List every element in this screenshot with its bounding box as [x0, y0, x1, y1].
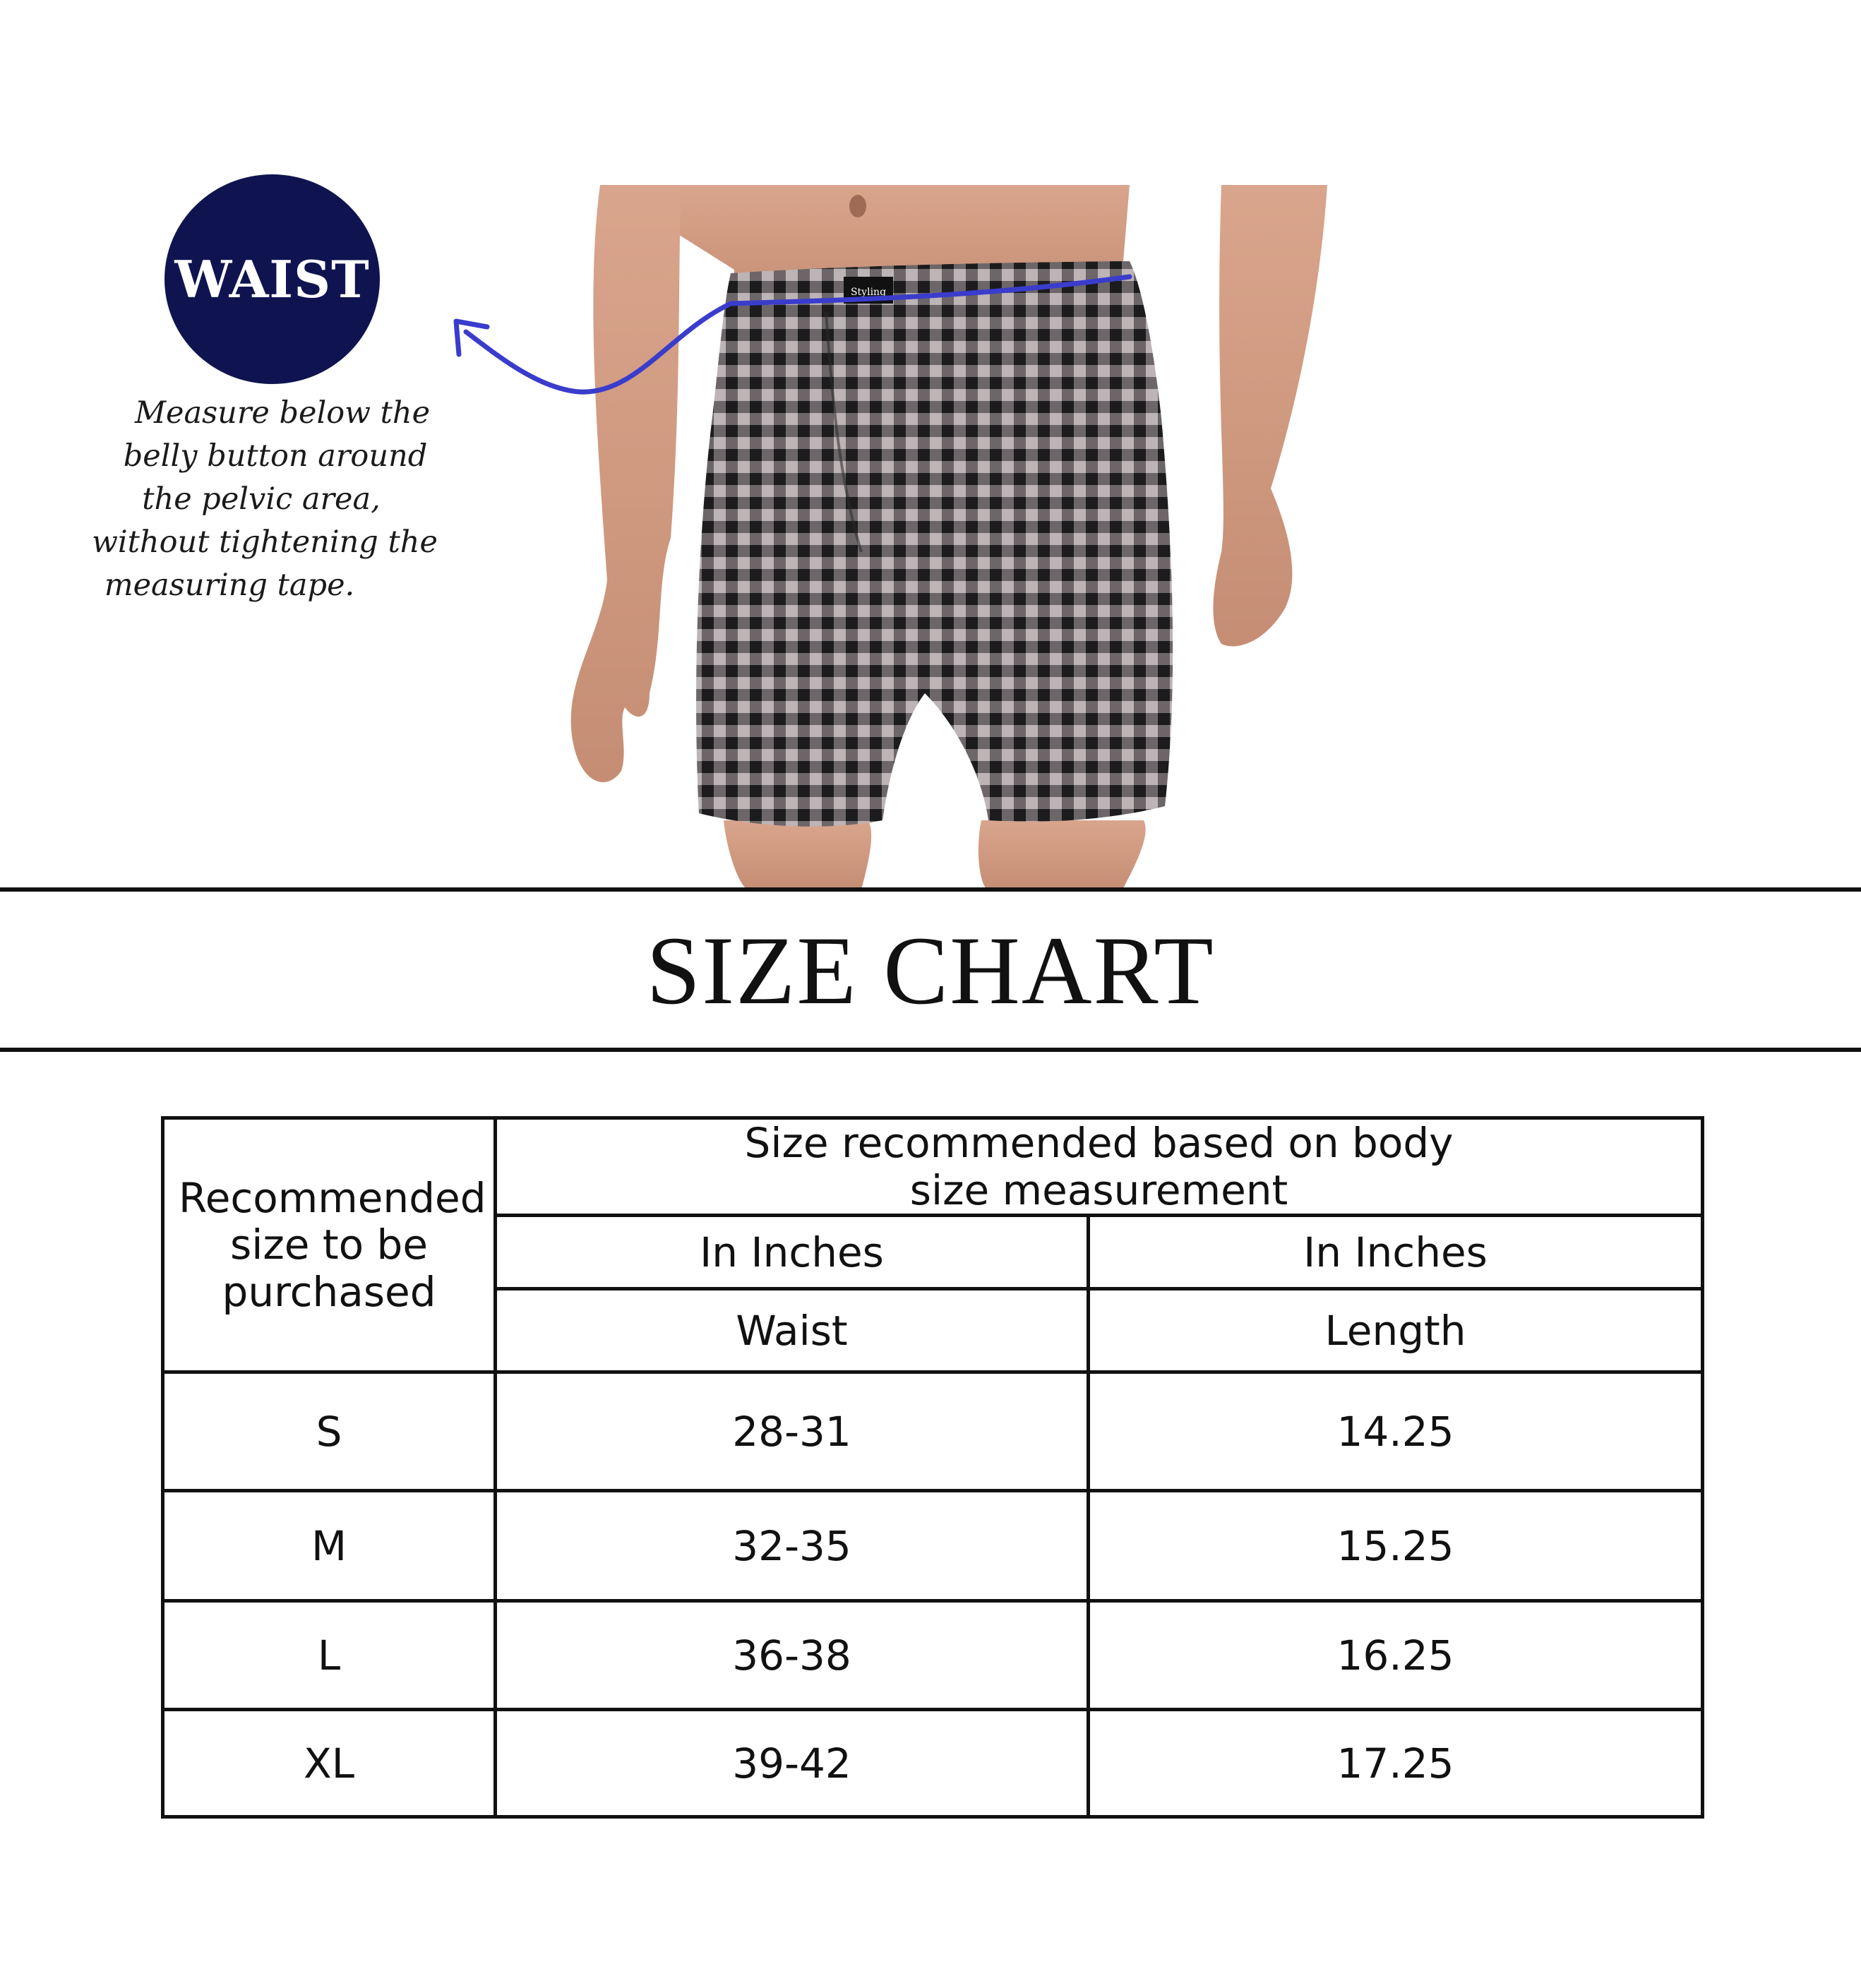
cell-waist: 28-31 — [496, 1372, 1089, 1491]
divider-top — [0, 887, 1861, 892]
cell-length: 16.25 — [1089, 1601, 1703, 1710]
cell-length: 15.25 — [1089, 1491, 1703, 1601]
cell-waist: 39-42 — [496, 1710, 1089, 1817]
brand-tag-text: Styling — [850, 287, 887, 298]
table-row — [163, 1491, 1703, 1601]
cell-waist: 36-38 — [496, 1601, 1089, 1710]
cell-size: XL — [163, 1710, 496, 1817]
page-title: SIZE CHART — [646, 916, 1215, 1024]
table-row — [163, 1372, 1703, 1491]
header-length: Length — [1089, 1289, 1703, 1372]
cell-size: L — [163, 1601, 496, 1710]
header-size-recommended: Size recommended based on body size measurement — [496, 1118, 1703, 1216]
header-waist: Waist — [496, 1289, 1089, 1372]
note-line: belly button around — [123, 438, 428, 474]
cell-size: M — [163, 1491, 496, 1601]
waist-badge — [164, 174, 380, 384]
waist-badge-label: WAIST — [174, 249, 370, 309]
table-row — [163, 1710, 1703, 1817]
measure-instructions — [85, 392, 438, 607]
header-unit-length: In Inches — [1089, 1216, 1703, 1289]
cell-length: 17.25 — [1089, 1710, 1703, 1817]
cell-size: S — [163, 1372, 496, 1491]
note-line: measuring tape. — [104, 568, 355, 603]
size-chart-table — [161, 1116, 1704, 1819]
table-row — [163, 1601, 1703, 1710]
divider-bottom — [0, 1048, 1861, 1052]
note-line: Measure below the — [134, 395, 431, 431]
header-recommended-size: Recommended size to be purchased — [163, 1118, 496, 1372]
note-line: without tightening the — [92, 525, 438, 560]
cell-waist: 32-35 — [496, 1491, 1089, 1601]
note-line: the pelvic area, — [142, 481, 381, 517]
model-wearing-boxers-image — [558, 185, 1341, 890]
header-unit-waist: In Inches — [496, 1216, 1089, 1289]
cell-length: 14.25 — [1089, 1372, 1703, 1491]
